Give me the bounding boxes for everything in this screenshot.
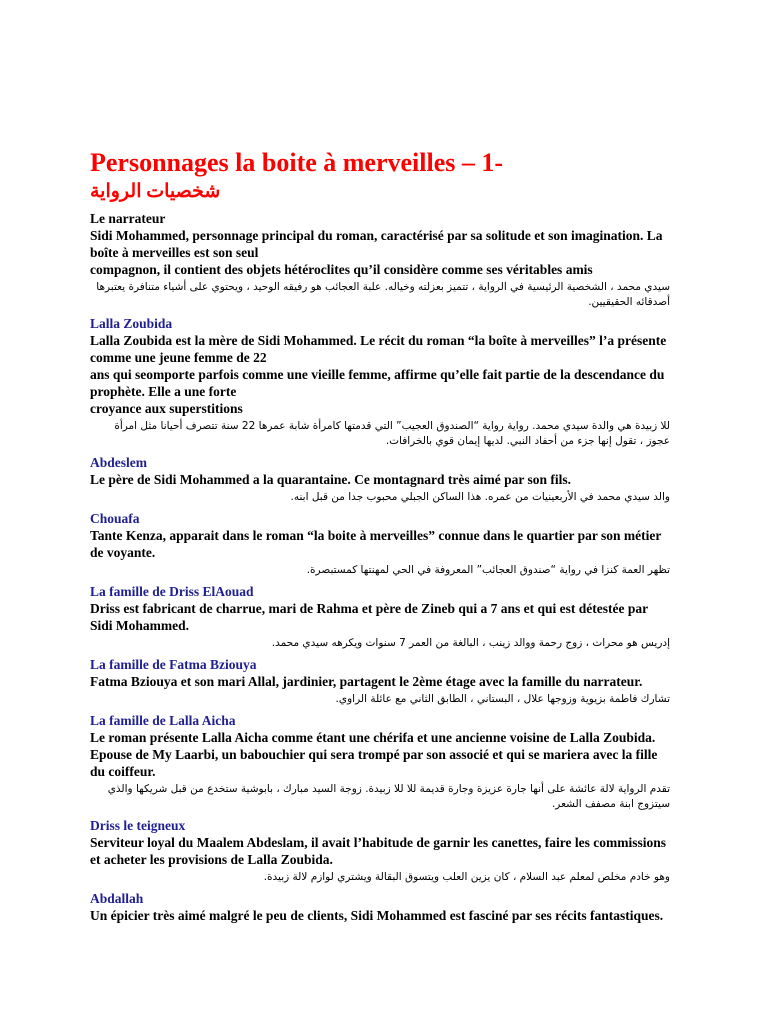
section-abdallah xyxy=(90,890,670,924)
section-arabic-text: تقدم الرواية لالة عائشة على أنها جارة عزيزة وجارة قديمة للا للا زبيدة. زوجة السيد مبارك ، بابوشية ستخدع من قبل شريكها والذي سيتزوج ابنة مصفف الشعر. xyxy=(107,783,670,810)
section-text-line: compagnon, il contient des objets hétéroclites qu’il considère comme ses véritables amis xyxy=(90,262,593,277)
section-text-line: Un épicier très aimé malgré le peu de clients, Sidi Mohammed est fasciné par ses récits fantastiques. xyxy=(90,908,664,923)
section-text-line: Le roman présente Lalla Aicha comme étant une chérifa et une ancienne voisine de Lalla Zoubida. Epouse de My Laarbi, un babouchier qui sera trompé par son associé et qui se mariera avec la fille du coiffeur. xyxy=(90,730,658,779)
section-lalla-zoubida xyxy=(90,315,670,449)
section-heading: La famille de Fatma Bziouya xyxy=(90,657,257,672)
section-heading: Lalla Zoubida xyxy=(90,316,173,331)
section-heading: Chouafa xyxy=(90,511,140,526)
section-text-line: Fatma Bziouya et son mari Allal, jardinier, partagent le 2ème étage avec la famille du narrateur. xyxy=(90,674,643,689)
section-arabic-text: سيدي محمد ، الشخصية الرئيسية في الرواية ، تتميز بعزلته وخياله. علبة العجائب هو رفيقه الوحيد ، ويحتوي على أشياء متنافرة يعتبرها أصدقائه الحقيقيين. xyxy=(96,281,670,308)
section-arabic-text: والد سيدي محمد في الأربعينيات من عمره. هذا الساكن الجبلي محبوب جدا من قبل ابنه. xyxy=(290,491,670,503)
section-fatma-bziouya xyxy=(90,656,670,707)
section-driss-le-teigneux xyxy=(90,817,670,885)
section-text-line: Sidi Mohammed, personnage principal du roman, caractérisé par sa solitude et son imagination. La boîte à merveilles est son seul xyxy=(90,228,663,260)
section-narrateur xyxy=(90,210,670,310)
section-arabic-text: وهو خادم مخلص لمعلم عبد السلام ، كان يزين العلب ويتسوق البقالة ويشتري لوازم لالة زبيدة. xyxy=(263,871,670,883)
section-chouafa xyxy=(90,510,670,578)
document-title: Personnages la boite à merveilles – 1- xyxy=(90,148,504,177)
section-abdeslem xyxy=(90,454,670,505)
section-text-line: Serviteur loyal du Maalem Abdeslam, il avait l’habitude de garnir les canettes, faire les commissions et acheter les provisions de Lalla Zoubida. xyxy=(90,835,666,867)
document-body xyxy=(90,148,670,929)
section-text-line: Tante Kenza, apparait dans le roman “la boite à merveilles” connue dans le quartier par son métier de voyante. xyxy=(90,528,662,560)
section-text-line: croyance aux superstitions xyxy=(90,401,243,416)
section-arabic-text: تظهر العمة كنزا في رواية “صندوق العجائب” المعروفة في الحي لمهنتها كمستبصرة. xyxy=(306,564,670,576)
section-heading: La famille de Driss ElAouad xyxy=(90,584,254,599)
section-arabic-text: للا زبيدة هي والدة سيدي محمد. رواية رواية “الصندوق العجيب” التي قدمتها كامرأة شابة عمرها 22 سنة تتصرف أحيانا مثل امرأة عجوز ، تقول إنها جزء من أحفاد النبي. لديها إيمان قوي بالخرافات. xyxy=(114,420,670,447)
section-arabic-text: إدريس هو محرات ، زوج رحمة ووالد زينب ، البالغة من العمر 7 سنوات ويكرهه سيدي محمد. xyxy=(271,637,670,649)
document-title-arabic: شخصيات الرواية xyxy=(90,181,221,202)
section-heading: Driss le teigneux xyxy=(90,818,186,833)
section-driss-elaouad xyxy=(90,583,670,651)
section-heading: Abdallah xyxy=(90,891,144,906)
section-text-line: Lalla Zoubida est la mère de Sidi Mohammed. Le récit du roman “la boîte à merveilles” l’a présente comme une jeune femme de 22 xyxy=(90,333,667,365)
section-heading: Abdeslem xyxy=(90,455,147,470)
section-lalla-aicha xyxy=(90,712,670,812)
section-text-line: ans qui seomporte parfois comme une vieille femme, affirme qu’elle fait partie de la descendance du prophète. Elle a une forte xyxy=(90,367,665,399)
section-arabic-text: تشارك فاطمة بزيوية وزوجها علال ، البستاني ، الطابق الثاني مع عائلة الراوي. xyxy=(335,693,670,705)
section-heading: La famille de Lalla Aicha xyxy=(90,713,236,728)
section-text-line: Le narrateur xyxy=(90,211,166,226)
section-text-line: Le père de Sidi Mohammed a la quarantaine. Ce montagnard très aimé par son fils. xyxy=(90,472,571,487)
section-text-line: Driss est fabricant de charrue, mari de Rahma et père de Zineb qui a 7 ans et qui est détestée par Sidi Mohammed. xyxy=(90,601,648,633)
